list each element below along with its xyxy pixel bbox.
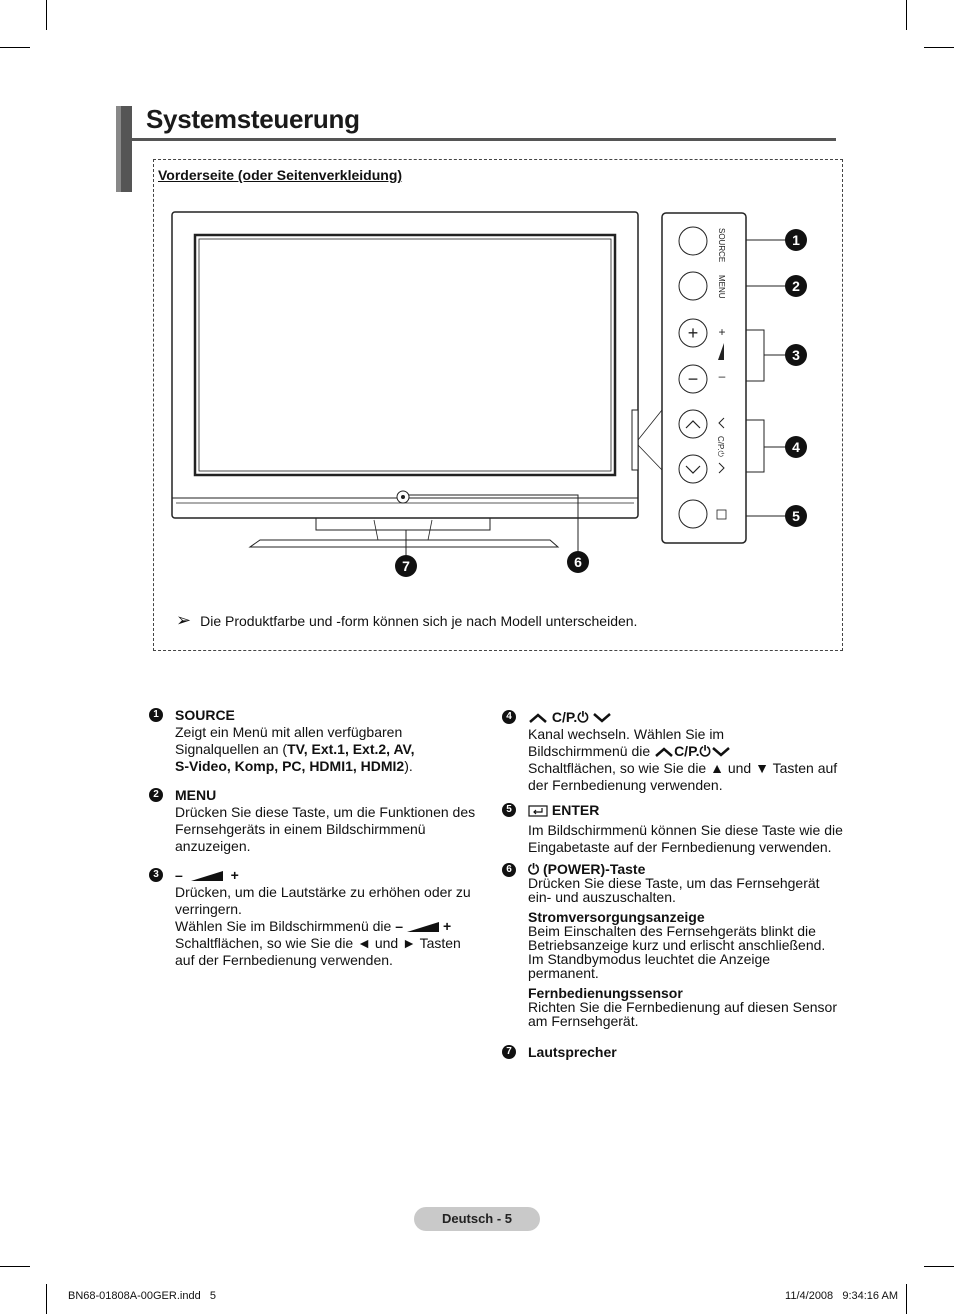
item-badge: 2 <box>149 788 163 802</box>
crop-mark <box>906 1284 907 1314</box>
item-heading: MENU <box>175 787 217 803</box>
list-item-channel <box>502 709 844 794</box>
volume-ramp-icon <box>191 871 223 881</box>
callout-number: 2 <box>792 278 800 294</box>
print-slug-date: 11/4/2008 9:34:16 AM <box>785 1290 898 1302</box>
callout-number: 1 <box>792 232 800 248</box>
svg-text:−: − <box>687 369 699 389</box>
item-badge: 6 <box>502 863 516 877</box>
enter-icon <box>528 804 548 818</box>
power-icon: ⏻ <box>699 743 711 759</box>
item-heading: ⏻ (POWER)-Taste <box>528 861 646 877</box>
item-badge: 3 <box>149 868 163 882</box>
item-text: Drücken Sie diese Taste, um das Fernsehgerät ein- und auszuschalten. <box>528 875 820 905</box>
callout-number: 3 <box>792 347 800 363</box>
panel-label-source: SOURCE <box>717 228 726 263</box>
list-item-speaker <box>502 1044 844 1061</box>
tv-stand-neck <box>316 518 490 530</box>
list-item-power <box>502 862 844 1028</box>
list-item-volume <box>149 867 479 969</box>
menu-button <box>679 272 707 300</box>
power-led-dot <box>401 495 405 499</box>
svg-text:+: + <box>718 325 726 339</box>
item-text: Signalquellen an (TV, Ext.1, Ext.2, AV, <box>175 741 415 757</box>
source-button <box>679 227 707 255</box>
callout-bracket <box>746 330 786 381</box>
channel-up-button <box>679 410 707 438</box>
note <box>176 610 637 631</box>
list-item-menu <box>149 787 479 855</box>
item-subheading: Stromversorgungsanzeige <box>528 909 705 925</box>
print-slug-file: BN68-01808A-00GER.indd 5 <box>68 1290 216 1302</box>
item-badge: 5 <box>502 803 516 817</box>
tv-screen <box>195 235 615 475</box>
leader-line <box>638 410 662 440</box>
item-text: Schaltflächen, so wie Sie die ▲ und ▼ Tasten auf der Fernbedienung verwenden. <box>528 760 838 793</box>
item-text: Richten Sie die Fernbedienung auf diesen Sensor am Fernsehgerät. <box>528 999 837 1029</box>
callout-number: 4 <box>792 439 800 455</box>
item-badge: 1 <box>149 708 163 722</box>
crop-mark <box>46 1284 47 1314</box>
tv-stand-base <box>250 540 558 547</box>
item-text: Bildschirmmenü die C/P.⏻ <box>528 743 844 760</box>
item-badge: 4 <box>502 710 516 724</box>
item-text: Wählen Sie im Bildschirmmenü die – + <box>175 918 452 934</box>
crop-mark <box>924 1266 954 1267</box>
page-number-badge: Deutsch - 5 <box>414 1207 540 1231</box>
power-icon: ⏻ <box>577 709 589 725</box>
crop-mark <box>0 1266 30 1267</box>
item-text: Beim Einschalten des Fernsehgeräts blinkt die Betriebsanzeige kurz und erlischt anschließend. Im Standbymodus leuchtet die Anzeige permanent. <box>528 923 826 981</box>
right-column <box>502 709 844 1061</box>
list-item-enter <box>502 802 844 856</box>
item-text: Drücken, um die Lautstärke zu erhöhen oder zu verringern. <box>175 884 471 917</box>
enter-button <box>679 500 707 528</box>
channel-down-button <box>679 455 707 483</box>
left-column <box>149 707 479 969</box>
item-heading: Lautsprecher <box>528 1044 617 1060</box>
panel-label-menu: MENU <box>717 275 726 299</box>
item-text: Drücken Sie diese Taste, um die Funktionen des Fernsehgeräts in einem Bildschirmmenü anzuzeigen. <box>175 804 476 854</box>
note-text: Die Produktfarbe und -form können sich je nach Modell unterscheiden. <box>200 612 638 629</box>
item-badge: 7 <box>502 1045 516 1059</box>
callout-number: 5 <box>792 508 800 524</box>
svg-text:+: + <box>687 323 699 343</box>
callout-number: 6 <box>574 554 582 570</box>
arrow-right-icon: ➢ <box>176 610 192 630</box>
chevron-up-icon <box>528 712 548 724</box>
list-item-source <box>149 707 479 775</box>
figure-caption: Vorderseite (oder Seitenverkleidung) <box>158 167 403 183</box>
chevron-down-icon <box>711 746 731 758</box>
tv-side-strip <box>632 410 638 470</box>
panel-label-cp: C/P.⏻ <box>716 436 725 457</box>
svg-text:–: – <box>718 369 726 383</box>
power-icon: ⏻ <box>528 861 540 877</box>
callout-bracket <box>746 420 786 472</box>
chevron-down-icon <box>592 712 612 724</box>
item-heading: SOURCE <box>175 707 235 723</box>
item-text: Im Bildschirmmenü können Sie diese Taste wie die Eingabetaste auf der Fernbedienung verwenden. <box>528 822 843 855</box>
item-heading: C/P.⏻ <box>528 709 844 726</box>
item-heading: – + <box>175 867 239 883</box>
chevron-up-icon <box>654 746 674 758</box>
item-text: S-Video, Komp, PC, HDMI1, HDMI2). <box>175 758 413 774</box>
volume-ramp-icon <box>407 922 439 932</box>
callout-number: 7 <box>402 558 410 574</box>
item-text: Kanal wechseln. Wählen Sie im <box>528 726 725 742</box>
leader-line <box>638 445 662 470</box>
page-title: Systemsteuerung <box>146 104 360 134</box>
item-heading: ENTER <box>528 802 844 819</box>
item-subheading: Fernbedienungssensor <box>528 985 683 1001</box>
item-text: Schaltflächen, so wie Sie die ◄ und ► Tasten auf der Fernbedienung verwenden. <box>175 935 461 968</box>
item-text: Zeigt ein Menü mit allen verfügbaren <box>175 724 403 740</box>
